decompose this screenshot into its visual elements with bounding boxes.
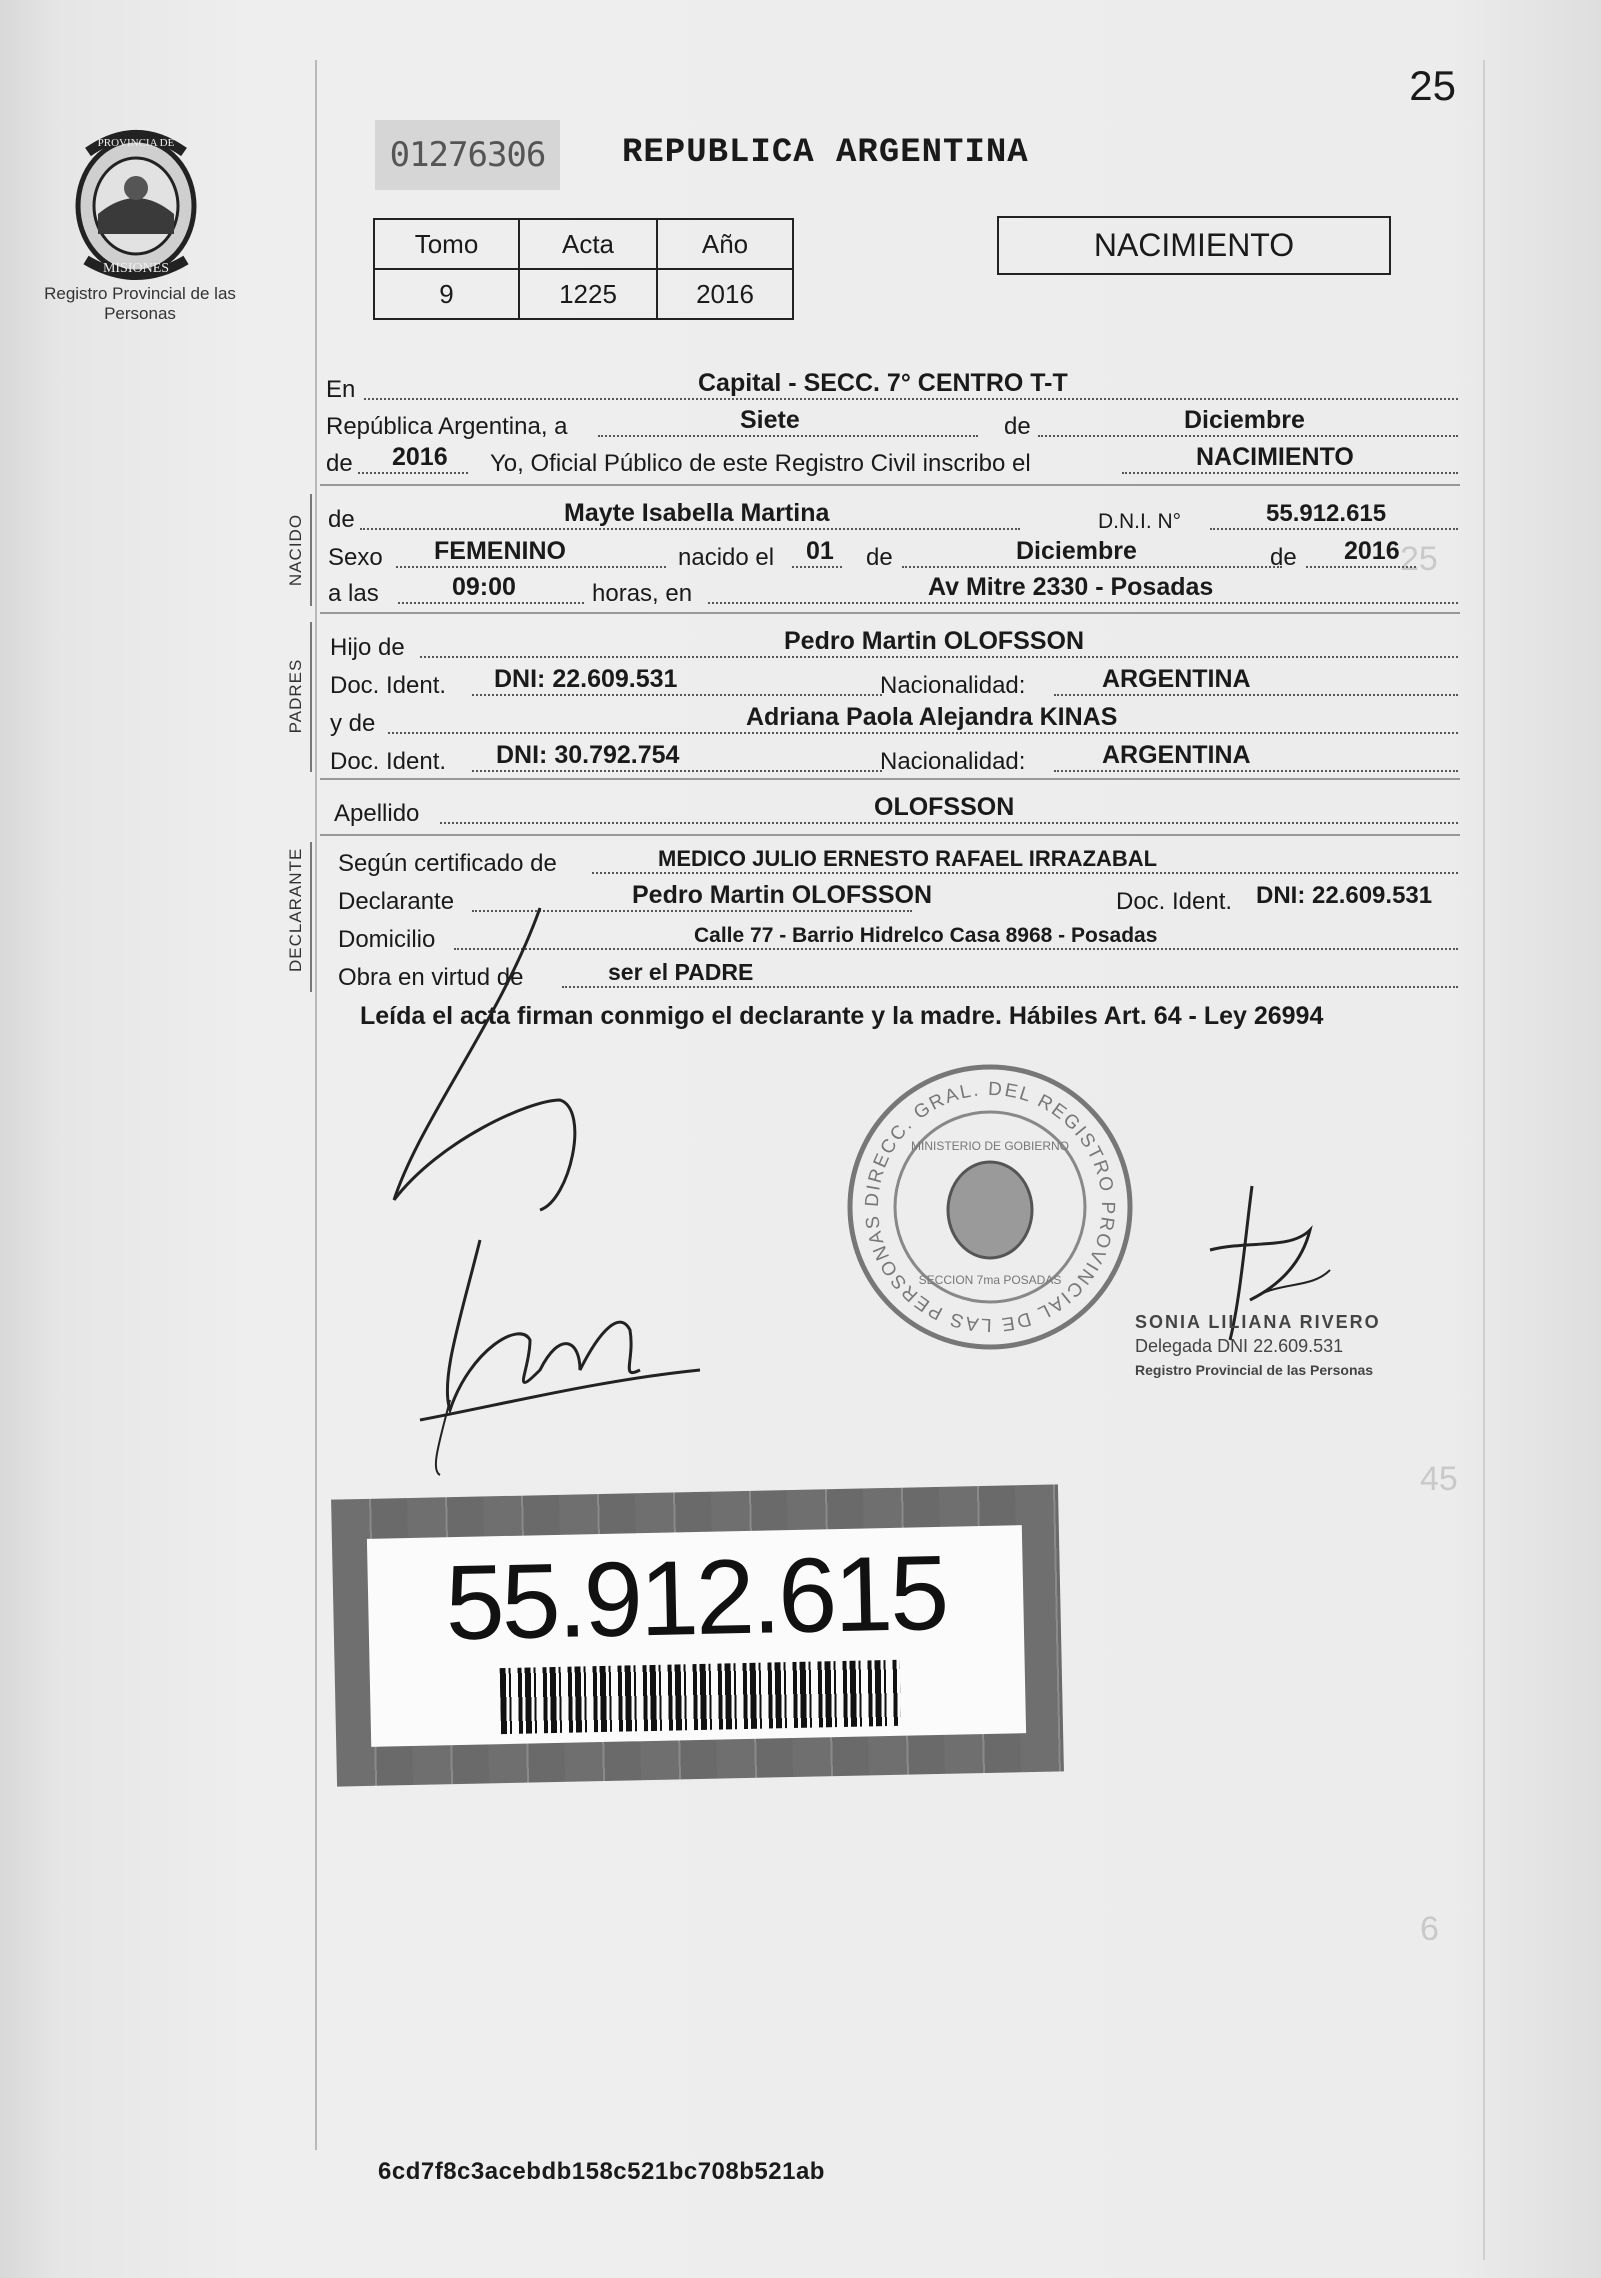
seal-inner-text: MINISTERIO DE GOBIERNO	[910, 1139, 1070, 1153]
dotted-line	[598, 435, 978, 437]
domicilio-label: Domicilio	[338, 926, 436, 953]
nacionalidad-label: Nacionalidad:	[880, 748, 1026, 775]
father-nationality-value: ARGENTINA	[1102, 665, 1251, 693]
document-hash: 6cd7f8c3acebdb158c521bc708b521ab	[378, 2158, 825, 2185]
republica-label: República Argentina, a	[326, 413, 568, 440]
birth-year-value: 2016	[1344, 537, 1400, 565]
dotted-line	[1122, 472, 1458, 474]
dotted-line	[396, 566, 666, 568]
dotted-line	[420, 656, 1458, 658]
record-type-box: NACIMIENTO	[997, 216, 1391, 275]
dotted-line	[388, 732, 1458, 734]
section-bracket	[310, 842, 312, 992]
birth-time-value: 09:00	[452, 573, 516, 601]
nacionalidad-label: Nacionalidad:	[880, 672, 1026, 699]
ref-header-tomo: Tomo	[374, 219, 519, 269]
right-margin-line	[1483, 60, 1485, 2260]
seal-bottom-text: SECCION 7ma POSADAS	[918, 1273, 1062, 1287]
alas-label: a las	[328, 580, 379, 607]
nacido-row-time	[322, 572, 1462, 610]
father-doc-value: DNI: 22.609.531	[494, 665, 678, 693]
ref-value-acta: 1225	[519, 269, 657, 319]
dotted-line	[792, 566, 842, 568]
child-dni-value: 55.912.615	[1266, 500, 1387, 527]
closing-statement: Leída el acta firman conmigo el declarante y la madre. Hábiles Art. 64 - Ley 26994	[360, 1002, 1324, 1030]
serial-number: 01276306	[375, 120, 560, 190]
nacido-row-name	[322, 498, 1462, 536]
birth-day-value: 01	[806, 537, 834, 565]
margin-line	[315, 60, 317, 2150]
dotted-line	[398, 602, 584, 604]
declarante-row-cert	[322, 842, 1462, 880]
dotted-line	[1054, 694, 1458, 696]
section-label-nacido: NACIDO	[286, 513, 305, 587]
intro-row-place	[322, 368, 1462, 406]
declarante-signature	[380, 900, 720, 1480]
intro-row-year	[322, 442, 1462, 480]
day-word-value: Siete	[740, 406, 800, 434]
child-name-value: Mayte Isabella Martina	[564, 499, 830, 527]
bleed-through-mark: 45	[1420, 1460, 1458, 1498]
apellido-row	[322, 792, 1462, 830]
ref-value-ano: 2016	[657, 269, 793, 319]
de-label: de	[328, 506, 355, 533]
dni-label: D.N.I. N°	[1098, 510, 1182, 533]
padres-row-mother	[322, 702, 1462, 740]
dotted-line	[1054, 770, 1458, 772]
official-registry: Registro Provincial de las Personas	[1135, 1362, 1374, 1378]
month-value: Diciembre	[1184, 406, 1305, 434]
mother-name-value: Adriana Paola Alejandra KINAS	[746, 703, 1118, 731]
sticker-number: 55.912.615	[444, 1533, 948, 1663]
sticker-label	[367, 1525, 1026, 1747]
mother-nationality-value: ARGENTINA	[1102, 741, 1251, 769]
mother-doc-value: DNI: 30.792.754	[496, 741, 680, 769]
ref-header-acta: Acta	[519, 219, 657, 269]
padres-row-mother-doc	[322, 740, 1462, 778]
doc-label: Doc. Ident.	[330, 748, 447, 775]
dotted-line	[708, 602, 1458, 604]
ref-header-ano: Año	[657, 219, 793, 269]
year-value: 2016	[392, 443, 448, 471]
nacido-label: nacido el	[678, 544, 775, 571]
section-label-padres: PADRES	[286, 658, 305, 734]
section-divider	[320, 484, 1460, 486]
year-prefix-label: de	[326, 450, 353, 477]
inscribe-value: NACIMIENTO	[1196, 443, 1354, 471]
domicilio-value: Calle 77 - Barrio Hidrelco Casa 8968 - Posadas	[694, 924, 1158, 947]
reference-table	[373, 218, 794, 320]
cert-label: Según certificado de	[338, 850, 557, 877]
apellido-value: OLOFSSON	[874, 793, 1015, 821]
emblem-text-top: PROVINCIA DE	[97, 137, 175, 149]
birth-place-value: Av Mitre 2330 - Posadas	[928, 573, 1214, 601]
oficial-text: Yo, Oficial Público de este Registro Civil inscribo el	[490, 450, 1031, 477]
en-label: En	[326, 376, 356, 403]
official-role: Delegada DNI 22.609.531	[1135, 1336, 1344, 1356]
bleed-through-mark: 6	[1420, 1910, 1439, 1948]
dotted-line	[1306, 566, 1416, 568]
dotted-line	[364, 398, 1458, 400]
bleed-through-mark: 25	[1400, 540, 1438, 578]
dotted-line	[358, 472, 468, 474]
official-seal-icon	[845, 1062, 1135, 1352]
section-divider	[320, 834, 1460, 836]
dotted-line	[592, 872, 1458, 874]
dotted-line	[902, 566, 1282, 568]
dotted-line	[360, 528, 1020, 530]
nacido-row-birth	[322, 536, 1462, 574]
registry-name: Registro Provincial de las Personas	[44, 284, 236, 323]
horas-label: horas, en	[592, 580, 693, 607]
birth-month-value: Diciembre	[1016, 537, 1137, 565]
section-label-declarante: DECLARANTE	[286, 847, 305, 972]
sexo-label: Sexo	[328, 544, 383, 571]
de-label: de	[866, 544, 893, 571]
seal-ring-text: DIRECC. GRAL. DEL REGISTRO PROVINCIAL DE LAS PERSONAS	[861, 1078, 1119, 1336]
section-divider	[320, 612, 1460, 614]
hijo-label: Hijo de	[330, 634, 405, 661]
page-number: 25	[1409, 62, 1456, 109]
padres-row-father	[322, 626, 1462, 664]
dotted-line	[1038, 435, 1458, 437]
obra-label: Obra en virtud de	[338, 964, 524, 991]
section-bracket	[310, 622, 312, 772]
dni-sticker	[331, 1484, 1064, 1786]
intro-row-date	[322, 405, 1462, 443]
section-divider	[320, 778, 1460, 780]
doc-label: Doc. Ident.	[1116, 888, 1233, 915]
place-value: Capital - SECC. 7° CENTRO T-T	[698, 369, 1068, 397]
official-stamp-text	[1135, 1310, 1381, 1382]
sexo-value: FEMENINO	[434, 537, 566, 565]
dotted-line	[1210, 528, 1458, 530]
father-name-value: Pedro Martin OLOFSSON	[784, 627, 1085, 655]
section-bracket	[310, 494, 312, 606]
official-name: SONIA LILIANA RIVERO	[1135, 1312, 1381, 1332]
dotted-line	[440, 822, 1458, 824]
dotted-line	[472, 694, 882, 696]
declarante-doc-value: DNI: 22.609.531	[1256, 882, 1433, 909]
barcode-icon	[500, 1660, 901, 1734]
doc-label: Doc. Ident.	[330, 672, 447, 699]
declarante-label: Declarante	[338, 888, 455, 915]
de-label: de	[1004, 413, 1031, 440]
yde-label: y de	[330, 710, 376, 737]
apellido-label: Apellido	[334, 800, 420, 827]
cert-value: MEDICO JULIO ERNESTO RAFAEL IRRAZABAL	[658, 846, 1158, 871]
ref-value-tomo: 9	[374, 269, 519, 319]
declarante-value: Pedro Martin OLOFSSON	[632, 881, 933, 909]
obra-value: ser el PADRE	[608, 959, 754, 985]
emblem-text-bottom: MISIONES	[102, 261, 170, 276]
country-title: REPUBLICA ARGENTINA	[622, 134, 1029, 172]
padres-row-father-doc	[322, 664, 1462, 702]
provincial-emblem-icon	[68, 122, 204, 282]
dotted-line	[472, 770, 882, 772]
de-label: de	[1270, 544, 1297, 571]
